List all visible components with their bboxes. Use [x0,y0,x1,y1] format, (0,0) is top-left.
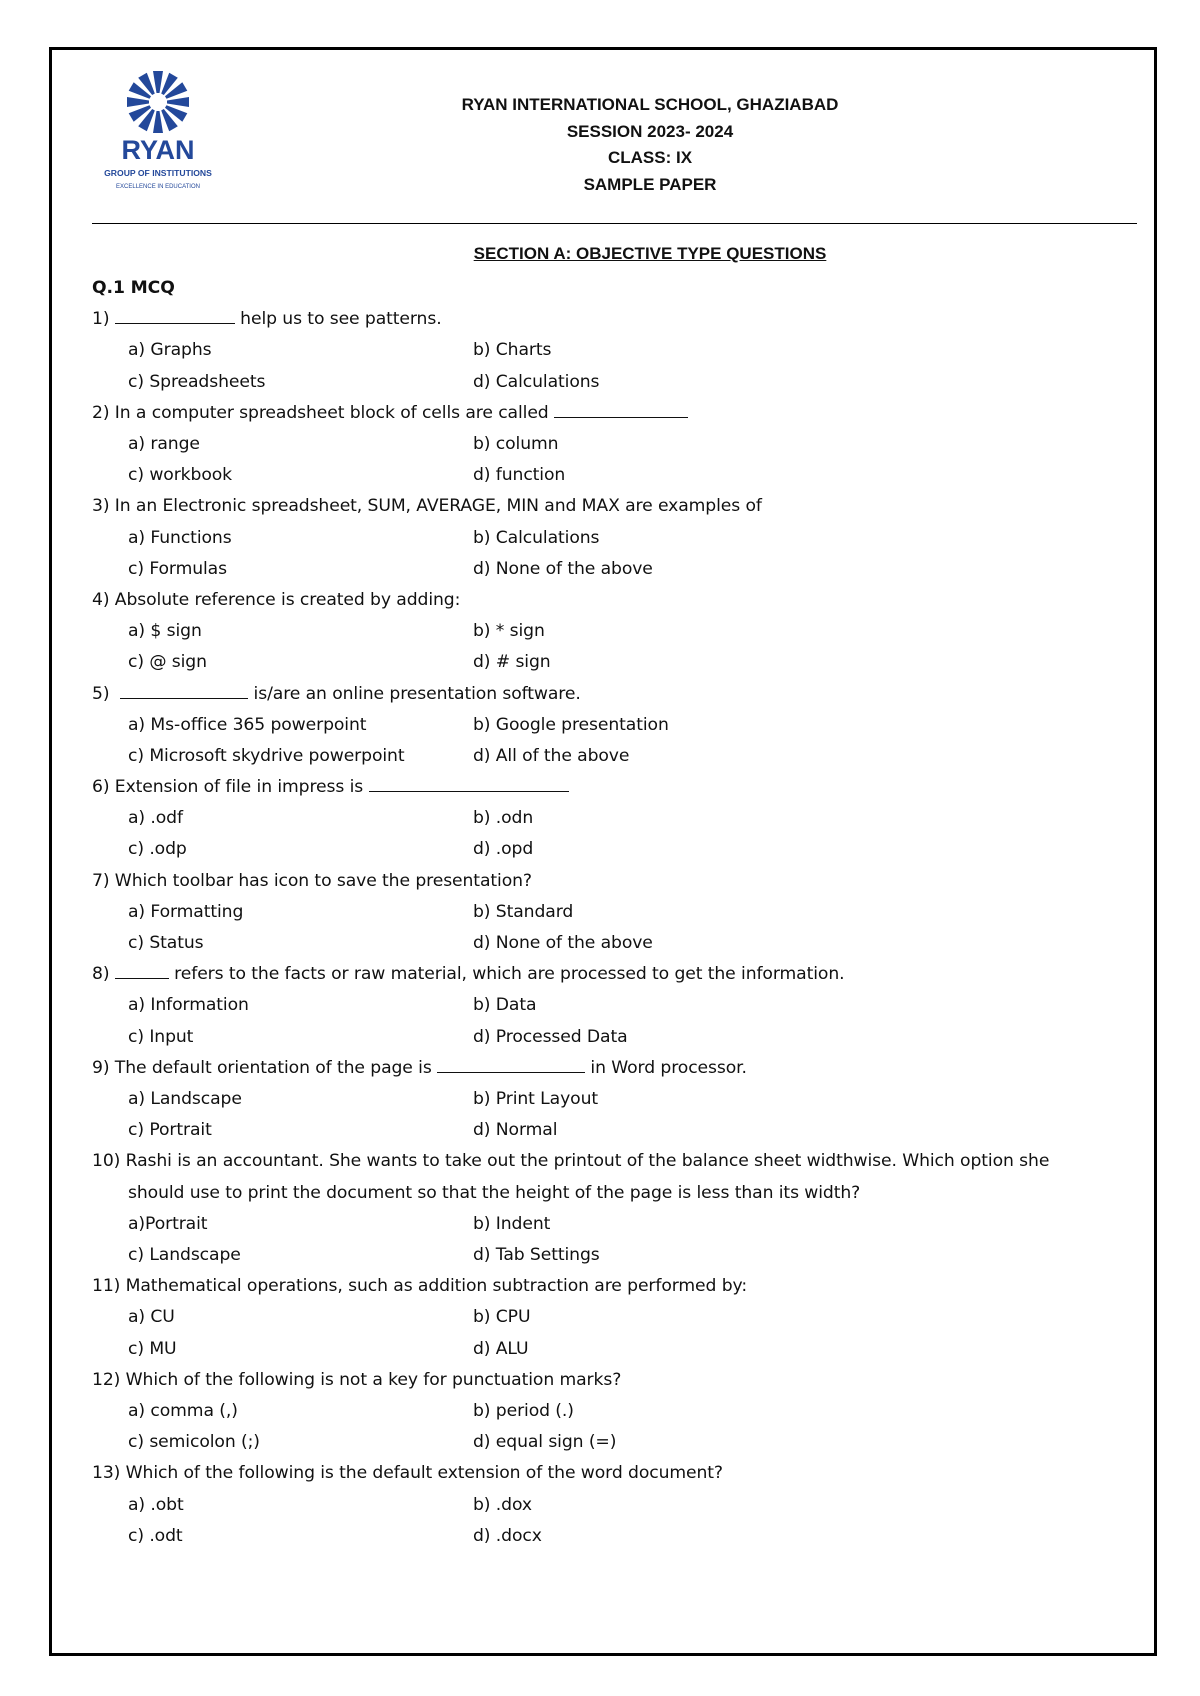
question-stem-end: is/are an online presentation software. [248,683,581,704]
question-item [92,1053,1137,1147]
answer-option: d) None of the above [473,558,653,579]
question-item [92,585,1137,679]
question-item [92,679,1137,773]
answer-option: d) Processed Data [473,1026,628,1047]
question-text [92,1053,1137,1084]
question-stem: 9) The default orientation of the page is [92,1057,438,1078]
header-divider [92,223,1137,224]
question-text [92,491,1137,522]
question-text [92,304,1137,335]
exam-header [300,92,1000,198]
options-grid [92,803,1137,865]
answer-option: d) equal sign (=) [473,1432,617,1453]
logo-name: RYAN [121,135,195,165]
options-grid [92,990,1137,1052]
question-stem: 3) In an Electronic spreadsheet, SUM, AVERAGE, MIN and MAX are examples of [92,496,762,517]
answer-option: b) CPU [473,1307,531,1328]
answer-option: c) .odp [128,839,187,860]
answer-option: a) range [128,433,200,454]
answer-option: b) Indent [473,1213,551,1234]
answer-option: b) .odn [473,808,534,829]
answer-option: d) ALU [473,1338,529,1359]
question-item [92,304,1137,398]
answer-option: a) CU [128,1307,175,1328]
answer-option: b) Standard [473,901,574,922]
question-stem: 7) Which toolbar has icon to save the presentation? [92,870,532,891]
question-text [92,585,1137,616]
answer-option: d) All of the above [473,745,630,766]
answer-option: a) Formatting [128,901,244,922]
answer-option: a) Graphs [128,340,212,361]
options-grid [92,1490,1137,1552]
answer-option: c) Input [128,1026,194,1047]
answer-option: c) Formulas [128,558,227,579]
answer-option: a) Ms-office 365 powerpoint [128,714,367,735]
question-stem: 11) Mathematical operations, such as addition subtraction are performed by: [92,1276,748,1297]
answer-blank [554,399,688,418]
question-text [92,1458,1137,1489]
question-item [92,772,1137,866]
question-stem: 10) Rashi is an accountant. She wants to take out the printout of the balance sheet widthwise. Which option she [92,1151,1050,1172]
answer-option: c) Microsoft skydrive powerpoint [128,745,405,766]
answer-option: b) Charts [473,340,552,361]
answer-blank [115,960,169,979]
ryan-logo [96,64,230,198]
answer-option: c) @ sign [128,652,207,673]
answer-blank [437,1054,585,1073]
class-label: CLASS: IX [607,148,693,167]
question-text [92,1271,1137,1302]
options-grid [92,897,1137,959]
answer-blank [369,773,569,792]
answer-option: a) comma (,) [128,1400,238,1421]
question-text [92,1146,1137,1177]
answer-option: b) Google presentation [473,714,669,735]
school-name: RYAN INTERNATIONAL SCHOOL, GHAZIABAD [461,95,839,114]
logo-tagline-2: EXCELLENCE IN EDUCATION [116,184,200,190]
answer-option: b) Print Layout [473,1089,599,1110]
question-text [92,1365,1137,1396]
answer-option: d) .opd [473,839,534,860]
answer-option: c) Status [128,933,204,954]
question-text [92,679,1137,710]
session: SESSION 2023- 2024 [566,121,734,141]
question-item [92,398,1137,492]
answer-option: a) .odf [128,808,183,829]
options-grid [92,429,1137,491]
answer-option: d) Normal [473,1120,558,1141]
logo-ray [127,97,149,107]
answer-option: b) Data [473,995,537,1016]
answer-option: b) column [473,433,559,454]
question-stem: 1) [92,309,115,330]
question-item [92,1146,1137,1271]
options-grid [92,523,1137,585]
question-item [92,491,1137,585]
question-text-continued: should use to print the document so that the height of the page is less than its width? [128,1182,861,1203]
question-heading: Q.1 MCQ [92,278,175,298]
answer-option: d) # sign [473,652,551,673]
options-grid [92,335,1137,397]
question-item [92,959,1137,1053]
logo-tagline-1: GROUP OF INSTITUTIONS [104,168,212,178]
answer-option: c) MU [128,1338,177,1359]
answer-blank [115,305,235,324]
answer-option: c) Landscape [128,1244,241,1265]
question-stem-end: help us to see patterns. [234,309,442,330]
question-text [92,959,1137,990]
answer-option: d) Calculations [473,371,600,392]
answer-blank [120,680,248,699]
question-text [92,398,1137,429]
logo-ray [153,111,163,133]
question-item [92,1458,1137,1552]
question-stem: 4) Absolute reference is created by adding: [92,589,461,610]
answer-option: a) Functions [128,527,232,548]
answer-option: a) $ sign [128,621,202,642]
question-stem: 5) [92,683,121,704]
answer-option: c) Spreadsheets [128,371,266,392]
answer-option: b) period (.) [473,1400,574,1421]
answer-option: d) Tab Settings [473,1244,600,1265]
answer-option: d) .docx [473,1525,542,1546]
question-item [92,866,1137,960]
section-title: SECTION A: OBJECTIVE TYPE QUESTIONS [473,244,827,263]
question-stem: 12) Which of the following is not a key for punctuation marks? [92,1369,622,1390]
question-stem: 13) Which of the following is the default extension of the word document? [92,1463,723,1484]
answer-option: a)Portrait [128,1213,208,1234]
options-grid [92,616,1137,678]
question-stem-end: refers to the facts or raw material, which are processed to get the information. [168,964,845,985]
options-grid [92,1084,1137,1146]
question-item [92,1365,1137,1459]
answer-option: b) Calculations [473,527,600,548]
answer-option: a) Information [128,995,249,1016]
logo-ray [167,97,189,107]
logo-ray [153,71,163,93]
question-stem-end: in Word processor. [585,1057,747,1078]
answer-option: c) Portrait [128,1120,212,1141]
answer-option: b) .dox [473,1494,532,1515]
answer-option: c) workbook [128,465,233,486]
question-stem: 2) In a computer spreadsheet block of cells are called [92,402,554,423]
answer-option: d) None of the above [473,933,653,954]
question-stem: 6) Extension of file in impress is [92,777,369,798]
options-grid [92,1302,1137,1364]
answer-option: a) Landscape [128,1089,242,1110]
question-item [92,1271,1137,1365]
question-stem: 8) [92,964,115,985]
answer-option: b) * sign [473,621,545,642]
answer-option: a) .obt [128,1494,184,1515]
options-grid [92,1209,1137,1271]
answer-option: c) semicolon (;) [128,1432,260,1453]
options-grid [92,710,1137,772]
question-text [92,772,1137,803]
options-grid [92,1396,1137,1458]
question-list [92,273,1137,1552]
question-text [92,866,1137,897]
answer-option: c) .odt [128,1525,183,1546]
paper-type: SAMPLE PAPER [583,174,717,194]
answer-option: d) function [473,465,566,486]
